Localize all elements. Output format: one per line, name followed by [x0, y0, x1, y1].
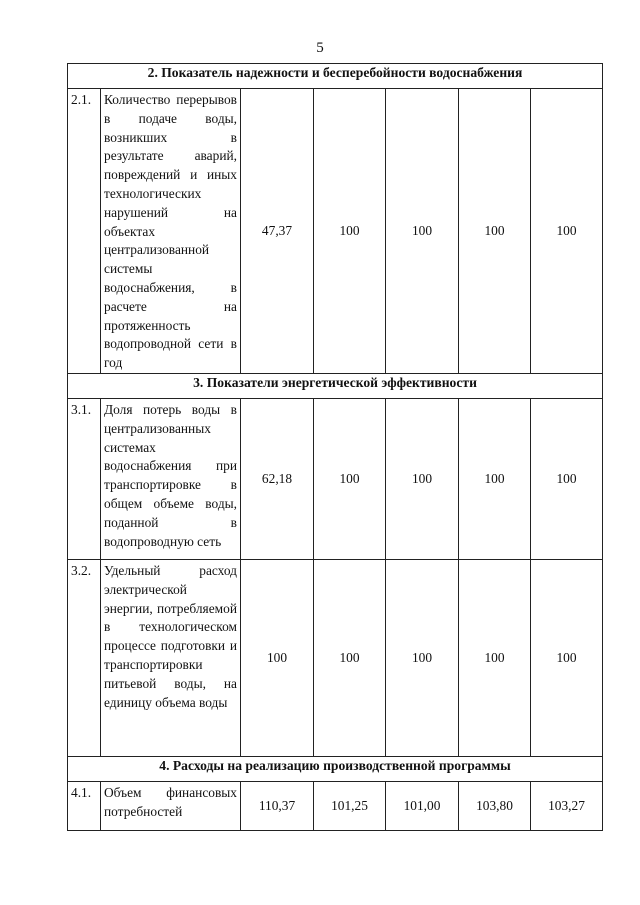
value-cell: 110,37 — [241, 781, 314, 830]
row-description: Доля потерь воды в централизованных системах водоснабжения при транспортировке в общем объеме воды, поданной в водопроводную сеть — [101, 398, 241, 559]
value-cell: 100 — [314, 398, 386, 559]
table-row — [68, 559, 603, 756]
value-cell: 100 — [241, 559, 314, 756]
section-title: 2. Показатель надежности и бесперебойности водоснабжения — [68, 64, 603, 89]
value-cell: 100 — [531, 559, 603, 756]
value-cell: 100 — [459, 559, 531, 756]
value-cell: 101,00 — [386, 781, 459, 830]
table-row — [68, 398, 603, 559]
row-description: Объем финансовых потребностей — [101, 781, 241, 830]
table-row — [68, 781, 603, 830]
row-number: 3.2. — [68, 559, 101, 756]
table-row — [68, 89, 603, 374]
value-cell: 100 — [459, 89, 531, 374]
value-cell: 100 — [386, 559, 459, 756]
indicators-table — [67, 63, 603, 831]
value-cell: 47,37 — [241, 89, 314, 374]
value-cell: 100 — [386, 89, 459, 374]
section-title: 3. Показатели энергетической эффективности — [68, 373, 603, 398]
row-number: 3.1. — [68, 398, 101, 559]
row-description: Количество перерывов в подаче воды, возникших в результате аварий, повреждений и иных технологических нарушений на объектах централизованной системы водоснабжения, в расчете на протяженность водопроводной сети в год — [101, 89, 241, 374]
value-cell: 100 — [531, 89, 603, 374]
section-title: 4. Расходы на реализацию производственной программы — [68, 756, 603, 781]
value-cell: 103,27 — [531, 781, 603, 830]
row-number: 2.1. — [68, 89, 101, 374]
value-cell: 101,25 — [314, 781, 386, 830]
value-cell: 100 — [314, 559, 386, 756]
section-header-row — [68, 64, 603, 89]
value-cell: 100 — [386, 398, 459, 559]
section-header-row — [68, 756, 603, 781]
row-description: Удельный расход электрической энергии, потребляемой в технологическом процессе подготовки и транспортировки питьевой воды, на единицу объема воды — [101, 559, 241, 756]
value-cell: 100 — [314, 89, 386, 374]
row-number: 4.1. — [68, 781, 101, 830]
value-cell: 100 — [459, 398, 531, 559]
value-cell: 100 — [531, 398, 603, 559]
section-header-row — [68, 373, 603, 398]
page-number: 5 — [316, 40, 324, 56]
value-cell: 62,18 — [241, 398, 314, 559]
value-cell: 103,80 — [459, 781, 531, 830]
